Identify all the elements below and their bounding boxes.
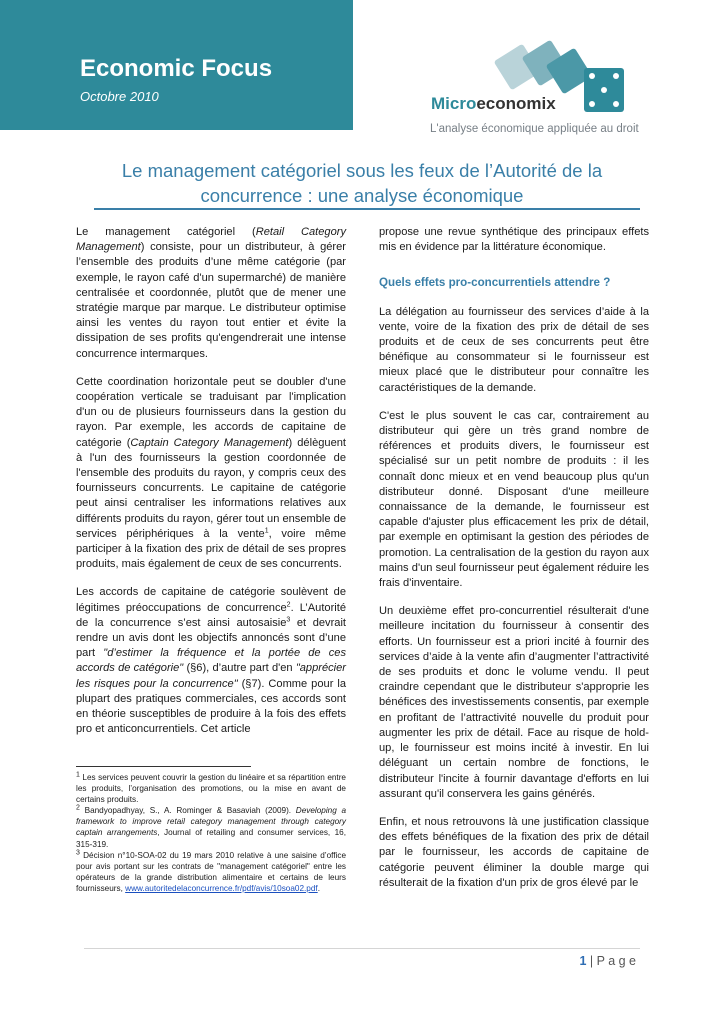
footnote-3: $^3$ Décision n°10-SOA-02 du 19 mars 2010 relative à une saisine d’office pour avis portant sur les contrats de "management catégoriel" entre les opérateurs de la grande distribution alimentaire et certains de leurs fournisseurs, www.autoritedelaconcurrence.fr/pdf/avis/10soa02.pdf. bbox=[76, 848, 346, 893]
article-title: Le management catégoriel sous les feux de l’Autorité de la concurrence : une analyse économique bbox=[121, 160, 603, 206]
left-column bbox=[76, 225, 346, 751]
page-footer bbox=[579, 954, 636, 968]
paragraph: Un deuxième effet pro-concurrentiel résulterait d'une meilleure incitation du fournisseur à consentir des efforts. Un fournisseur est a priori incité à fournir des services d’aide à la vente afin d’augmenter l’attractivité de ses produits et donc le volume vendu. Il peut craindre cependant que le distributeur s'approprie les bénéfices des investissements consentis, par exemple en profitant de l’attractivité nouvelle du produit pour augmenter les prix de détail. Face au risque de hold-up, le fournisseur est moins incité à investir. En lui déléguant un certain nombre de fonctions, le distributeur l'incite à fournir davantage d'efforts en lui assurant qu'il conservera les gains générés. bbox=[379, 605, 649, 800]
logo-tagline: L'analyse économique appliquée au droit bbox=[430, 123, 639, 135]
page-number: 1 bbox=[579, 954, 587, 968]
paragraph: propose une revue synthétique des principaux effets mis en évidence par la littérature économique. bbox=[379, 226, 649, 254]
paragraph: Enfin, et nous retrouvons là une justification classique des effets bénéfiques de la fixation des prix de détail par le fournisseur, les accords de capitaine de catégorie peuvent éliminer la double marge qui résulterait de la fixation d'un prix de gros élevé par le bbox=[379, 815, 649, 889]
section-heading: Quels effets pro-concurrentiels attendre ? bbox=[379, 276, 611, 290]
paragraph: Les accords de capitaine de catégorie soulèvent de légitimes préoccupations de concurrence$^2$. L’Autorité de la concurrence s’est ainsi autosaisie$^3$ et devrait rendre un avis dont les objectifs annoncés sont d’une part "d’estimer la fréquence et la portée de ces accords de catégorie" (§6), d’autre part d'en "apprécier les risques pour la concurrence" (§7). Comme pour la plupart des pratiques commerciales, ces accords sont en théorie susceptibles de produire à la fois des effets pro et anticoncurrentiels. Cet article bbox=[76, 586, 347, 736]
footnote-ref[interactable]: 2 bbox=[286, 600, 291, 608]
footnote-ref[interactable]: 1 bbox=[264, 527, 269, 535]
paragraph: C'est le plus souvent le cas car, contrairement au distributeur qui gère un très grand nombre de références et produits divers, le fournisseur est spécialisé sur un petit nombre de produits : il les connaît donc mieux et en vend beaucoup plus qu'un distributeur donné. Disposant d'une meilleure connaissance de la demande, le fournisseur est capable d'ajuster plus efficacement les prix de détail, par exemple en optimisant la gestion des périodes de promotion. La centralisation de la gestion du rayon aux mains d'un seul fournisseur peut également réduire les frais d'inventaire. bbox=[379, 409, 649, 590]
svg-text:Microeconomix bbox=[431, 94, 556, 113]
footer-divider bbox=[84, 948, 640, 949]
logo-text-micro: Micro bbox=[431, 94, 477, 113]
paragraph: Cette coordination horizontale peut se doubler d'une coopération verticale se traduisant par l'implication d'un ou de plusieurs fournisseurs dans la gestion du rayon. Par exemple, les accords de capitaine de catégorie (Captain Category Management) délèguent à l'un des fournisseurs la gestion coordonnée de l'ensemble des produits du rayon, y compris ceux des fournisseurs concurrents. Le capitaine de catégorie peut ainsi centraliser les informations relatives aux différents produits du rayon, gérer tout un ensemble de services périphériques à la vente$^1$, voire même participer à la fixation des prix de détail de ses propres produits, mais également de ceux de ses concurrents. bbox=[76, 375, 347, 571]
right-column bbox=[379, 225, 649, 904]
page-label: P a g e bbox=[596, 954, 636, 968]
autorite-link[interactable]: www.autoritedelaconcurrence.fr/pdf/avis/10soa02.pdf bbox=[125, 883, 318, 893]
footnotes bbox=[76, 772, 346, 894]
logo-text-economix: economix bbox=[476, 94, 556, 113]
footnote-2: $^2$ Bandyopadhyay, S., A. Rominger & Basaviah (2009). Developing a framework to improve retail category management through category captain arrangements, Journal of retailing and consumer services, 16, 315-319. bbox=[76, 804, 347, 849]
footnote-ref[interactable]: 3 bbox=[286, 616, 291, 624]
microeconomix-logo bbox=[428, 40, 658, 120]
title-divider bbox=[94, 208, 640, 210]
header-band bbox=[0, 0, 353, 130]
publication-date: Octobre 2010 bbox=[80, 89, 159, 104]
paragraph: Le management catégoriel (Retail Category Management) consiste, pour un distributeur, à gérer l’ensemble des produits d’une même catégorie (par exemple, le rayon café d'un supermarché) de manière centralisée et coordonnée, plutôt que de mener une stratégie marque par marque. Le distributeur optimise ainsi les ventes du rayon tout entier et évite la dissipation de ses profits qu'engendrerait une intense concurrence intermarques. bbox=[76, 226, 346, 360]
footer-separator: | bbox=[589, 954, 594, 968]
paragraph: La délégation au fournisseur des services d’aide à la vente, voire de la fixation des prix de détail de ses produits et de ceux de ses concurrents peut être bénéfique au consommateur si le fournisseur est mieux placé que le distributeur pour connaître les caractéristiques de la demande. bbox=[379, 305, 649, 394]
footnote-divider bbox=[76, 766, 251, 767]
publication-title: Economic Focus bbox=[80, 55, 273, 82]
footnote-1: $^1$ Les services peuvent couvrir la gestion du linéaire et sa répartition entre les produits, l’organisation des promotions, ou la mise en avant de certains produits. bbox=[76, 771, 346, 805]
